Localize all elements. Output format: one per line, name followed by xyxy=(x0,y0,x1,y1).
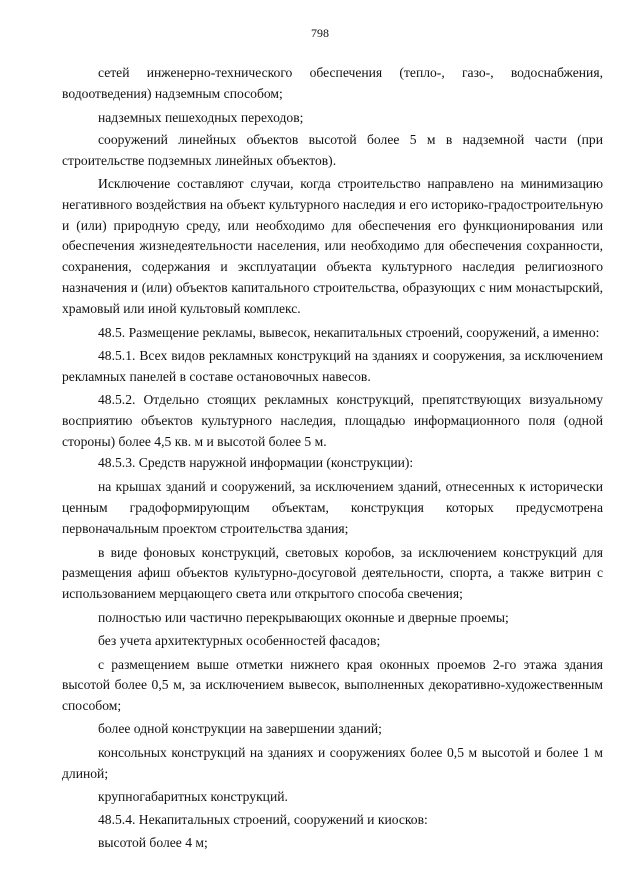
paragraph: с размещением выше отметки нижнего края оконных проемов 2-го этажа здания высотой более 0,5 м, за исключением вывесок, выполненных декоративно-художественным способом; xyxy=(62,656,603,714)
paragraph: в виде фоновых конструкций, световых коробов, за исключением конструкций для размещения афиш объектов культурно-досуговой деятельности, спорта, а также витрин с использованием мерцающего света или открытого способа свечения; xyxy=(62,544,603,602)
page-number: 798 xyxy=(311,26,329,40)
paragraph: надземных пешеходных переходов; xyxy=(98,109,304,125)
paragraph: Исключение составляют случаи, когда строительство направлено на минимизацию негативного воздействия на объект культурного наследия и его историко-градостроительную и (или) природную среду, или необходимо для обеспечения его функционирования или обеспечения жизнедеятельности населения, или необходимо для обеспечения сохранности, сохранения, содержания и эксплуатации объекта культурного наследия религиозного назначения и (или) объектов капитального строительства, образующих с ним монастырский, храмовый или иной культовый комплекс. xyxy=(62,175,603,316)
document-body xyxy=(62,63,603,854)
paragraph: высотой более 4 м; xyxy=(98,834,208,850)
paragraph: без учета архитектурных особенностей фасадов; xyxy=(98,632,381,648)
paragraph: 48.5.2. Отдельно стоящих рекламных конструкций, препятствующих визуальному восприятию объектов культурного наследия, площадью информационного поля (одной стороны) более 4,5 кв. м и высотой более 5 м. xyxy=(62,391,603,449)
paragraph: 48.5.3. Средств наружной информации (конструкции): xyxy=(98,455,414,471)
paragraph: 48.5.1. Всех видов рекламных конструкций на зданиях и сооружения, за исключением рекламных панелей в составе остановочных навесов. xyxy=(62,348,603,385)
paragraph: более одной конструкции на завершении зданий; xyxy=(98,720,382,736)
paragraph: полностью или частично перекрывающих оконные и дверные проемы; xyxy=(98,609,509,625)
paragraph: сооружений линейных объектов высотой более 5 м в надземной части (при строительстве подземных линейных объектов). xyxy=(62,132,603,169)
paragraph: 48.5. Размещение рекламы, вывесок, некапитальных строений, сооружений, а именно: xyxy=(98,324,600,340)
paragraph: на крышах зданий и сооружений, за исключением зданий, отнесенных к исторически ценным градоформирующим объектам, конструкция которых предусмотрена первоначальным проектом строительства здания; xyxy=(62,479,603,536)
paragraph: консольных конструкций на зданиях и сооружениях более 0,5 м высотой и более 1 м длиной; xyxy=(62,744,603,781)
paragraph: сетей инженерно-технического обеспечения (тепло-, газо-, водоснабжения, водоотведения) надземным способом; xyxy=(62,65,603,101)
paragraph: крупногабаритных конструкций. xyxy=(98,789,288,805)
paragraph: 48.5.4. Некапитальных строений, сооружений и киосков: xyxy=(98,812,428,828)
